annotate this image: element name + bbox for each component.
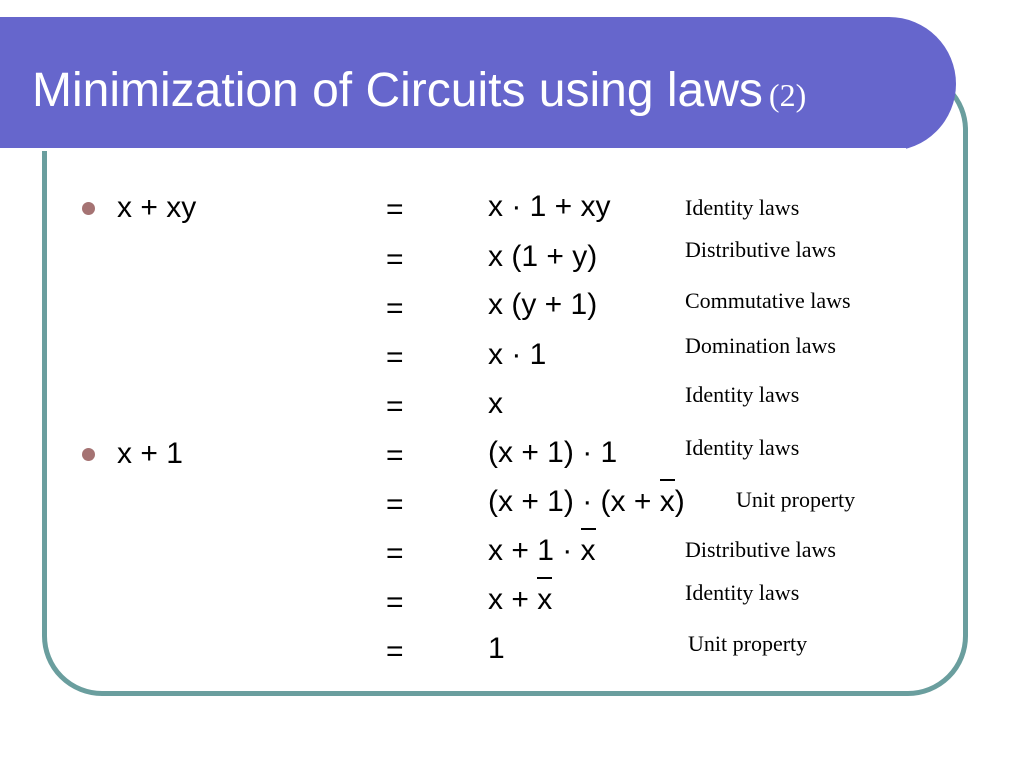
step-expression bbox=[488, 484, 685, 520]
equals-sign: = bbox=[386, 390, 404, 423]
item-lhs: x + 1 bbox=[117, 437, 183, 470]
title-underline bbox=[0, 148, 906, 151]
step-expression: x · 1 bbox=[488, 338, 547, 371]
step-expression: x bbox=[488, 387, 503, 420]
complement-variable: x bbox=[659, 485, 675, 518]
bullet-icon bbox=[82, 448, 95, 461]
title-band bbox=[0, 17, 956, 151]
step-expression bbox=[488, 533, 596, 569]
law-label: Identity laws bbox=[685, 195, 800, 220]
bullet-icon bbox=[82, 202, 95, 215]
law-label: Distributive laws bbox=[685, 237, 836, 262]
equals-sign: = bbox=[386, 243, 404, 276]
expr-part: ) bbox=[674, 485, 685, 518]
equals-sign: = bbox=[386, 292, 404, 325]
step-expression: x (y + 1) bbox=[488, 288, 598, 321]
step-expression: x (1 + y) bbox=[488, 240, 598, 273]
equals-sign: = bbox=[386, 193, 404, 226]
step-expression: (x + 1) · 1 bbox=[488, 436, 618, 469]
equals-sign: = bbox=[386, 635, 404, 668]
step-expression bbox=[488, 582, 552, 618]
law-label: Distributive laws bbox=[685, 537, 836, 562]
slide-title-number: (2) bbox=[768, 77, 807, 113]
law-label: Identity laws bbox=[685, 382, 800, 407]
law-label: Domination laws bbox=[685, 333, 836, 358]
law-label: Commutative laws bbox=[685, 288, 851, 313]
law-label: Unit property bbox=[736, 487, 856, 512]
equals-sign: = bbox=[386, 488, 404, 521]
expr-part: x + bbox=[488, 583, 538, 616]
equals-sign: = bbox=[386, 439, 404, 472]
complement-variable: x bbox=[537, 583, 553, 616]
slide-title bbox=[32, 63, 806, 123]
step-expression: 1 bbox=[488, 632, 505, 665]
complement-variable: x bbox=[580, 534, 596, 567]
equals-sign: = bbox=[386, 537, 404, 570]
equals-sign: = bbox=[386, 341, 404, 374]
equals-sign: = bbox=[386, 586, 404, 619]
expr-part: (x + 1) · (x + bbox=[488, 485, 660, 518]
slide-title-text: Minimization of Circuits using laws bbox=[32, 64, 763, 117]
law-label: Identity laws bbox=[685, 580, 800, 605]
law-label: Identity laws bbox=[685, 435, 800, 460]
expr-part: x + 1 · bbox=[488, 534, 581, 567]
item-lhs: x + xy bbox=[117, 191, 197, 224]
law-label: Unit property bbox=[688, 631, 808, 656]
step-expression: x · 1 + xy bbox=[488, 190, 611, 223]
